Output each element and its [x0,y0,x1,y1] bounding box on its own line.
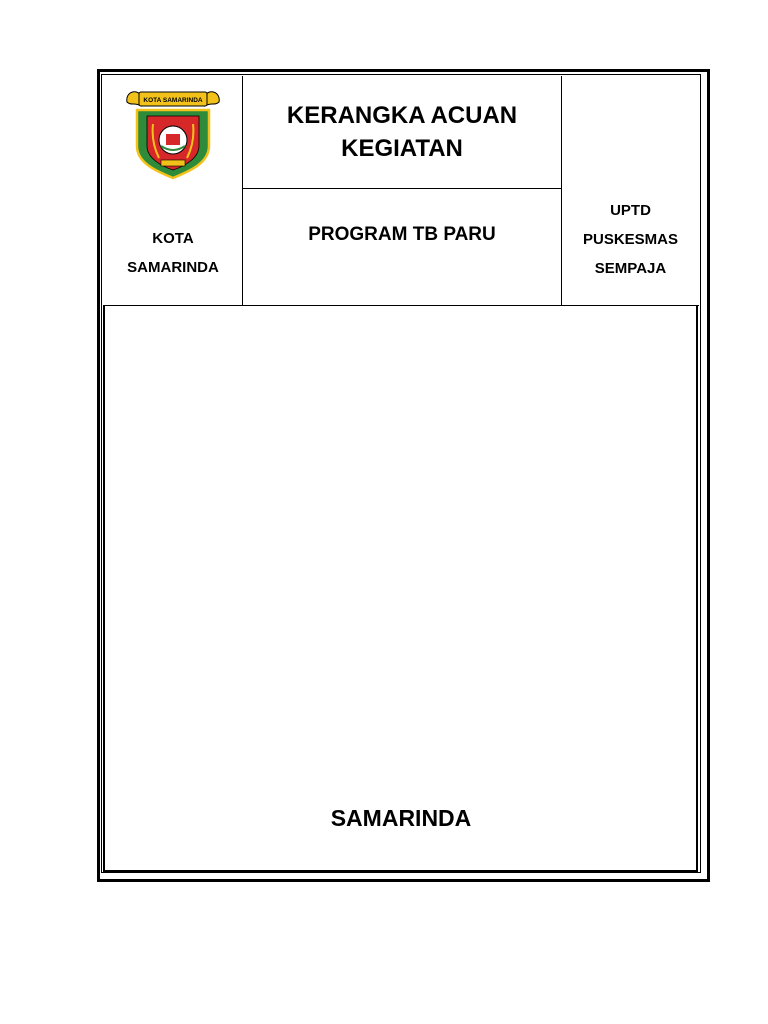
document-title-cell [243,76,561,189]
institution-label [583,196,678,283]
left-label-line2: SAMARINDA [127,259,219,276]
city-emblem-icon [123,84,223,180]
header-right-cell [561,76,699,306]
document-body-frame [103,305,698,872]
svg-text:KOTA SAMARINDA: KOTA SAMARINDA [143,97,203,104]
left-label-line1: KOTA [152,230,194,247]
document-header-table [103,76,699,306]
footer-city: SAMARINDA [330,805,472,831]
header-left-label [103,224,243,282]
institution-line2: PUSKESMAS [582,231,679,248]
institution-line1: UPTD [610,202,651,219]
program-cell [243,189,561,306]
title-line1: KERANGKA ACUAN [286,102,518,129]
header-left-cell [103,76,243,306]
title-line2: KEGIATAN [341,135,463,162]
program-name: PROGRAM TB PARU [308,224,496,245]
document-title [287,99,517,165]
institution-line3: SEMPAJA [594,260,667,277]
